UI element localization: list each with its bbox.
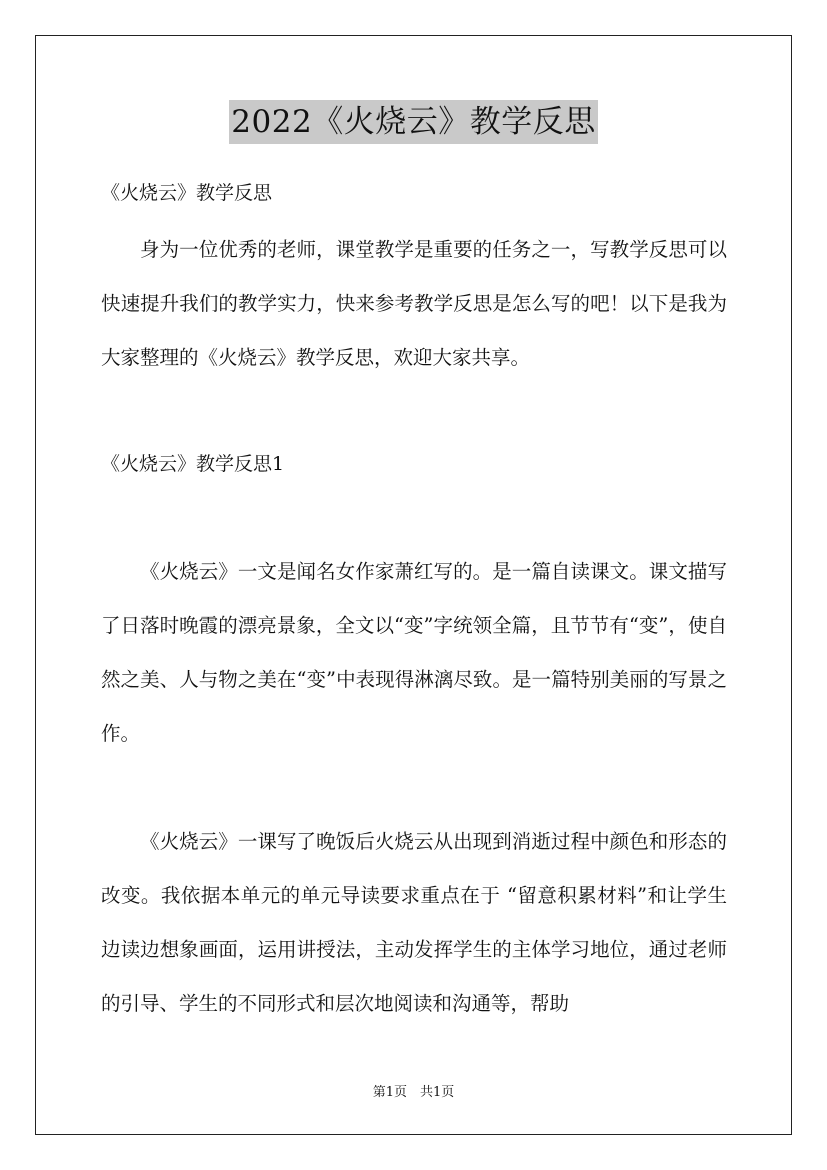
body-paragraph: 《火烧云》一文是闻名女作家萧红写的。是一篇自读课文。课文描写了日落时晚霞的漂亮景象，全文以“变”字统领全篇，且节节有“变”，使自然之美、人与物之美在“变”中表现得淋漓尽致。是一篇特别美丽的写景之作。 [101,560,727,745]
body-paragraph: 《火烧云》一课写了晚饭后火烧云从出现到消逝过程中颜色和形态的改变。我依据本单元的单元导读要求重点在于 “留意积累材料”和让学生边读边想象画面，运用讲授法，主动发挥学生的主体学习地位，通过老师的引导、学生的不同形式和层次地阅读和沟通等，帮助 [101,830,727,1015]
intro-paragraph: 身为一位优秀的老师，课堂教学是重要的任务之一，写教学反思可以快速提升我们的教学实力，快来参考教学反思是怎么写的吧！以下是我为大家整理的《火烧云》教学反思，欢迎大家共享。 [101,238,727,369]
page-number-footer: 第1页 共1页 [372,1085,455,1100]
document-title-wrapper [0,100,827,144]
document-subtitle: 《火烧云》教学反思 [101,182,273,204]
section-heading: 《火烧云》教学反思1 [101,453,285,475]
document-title: 2022《火烧云》教学反思 [229,100,597,144]
